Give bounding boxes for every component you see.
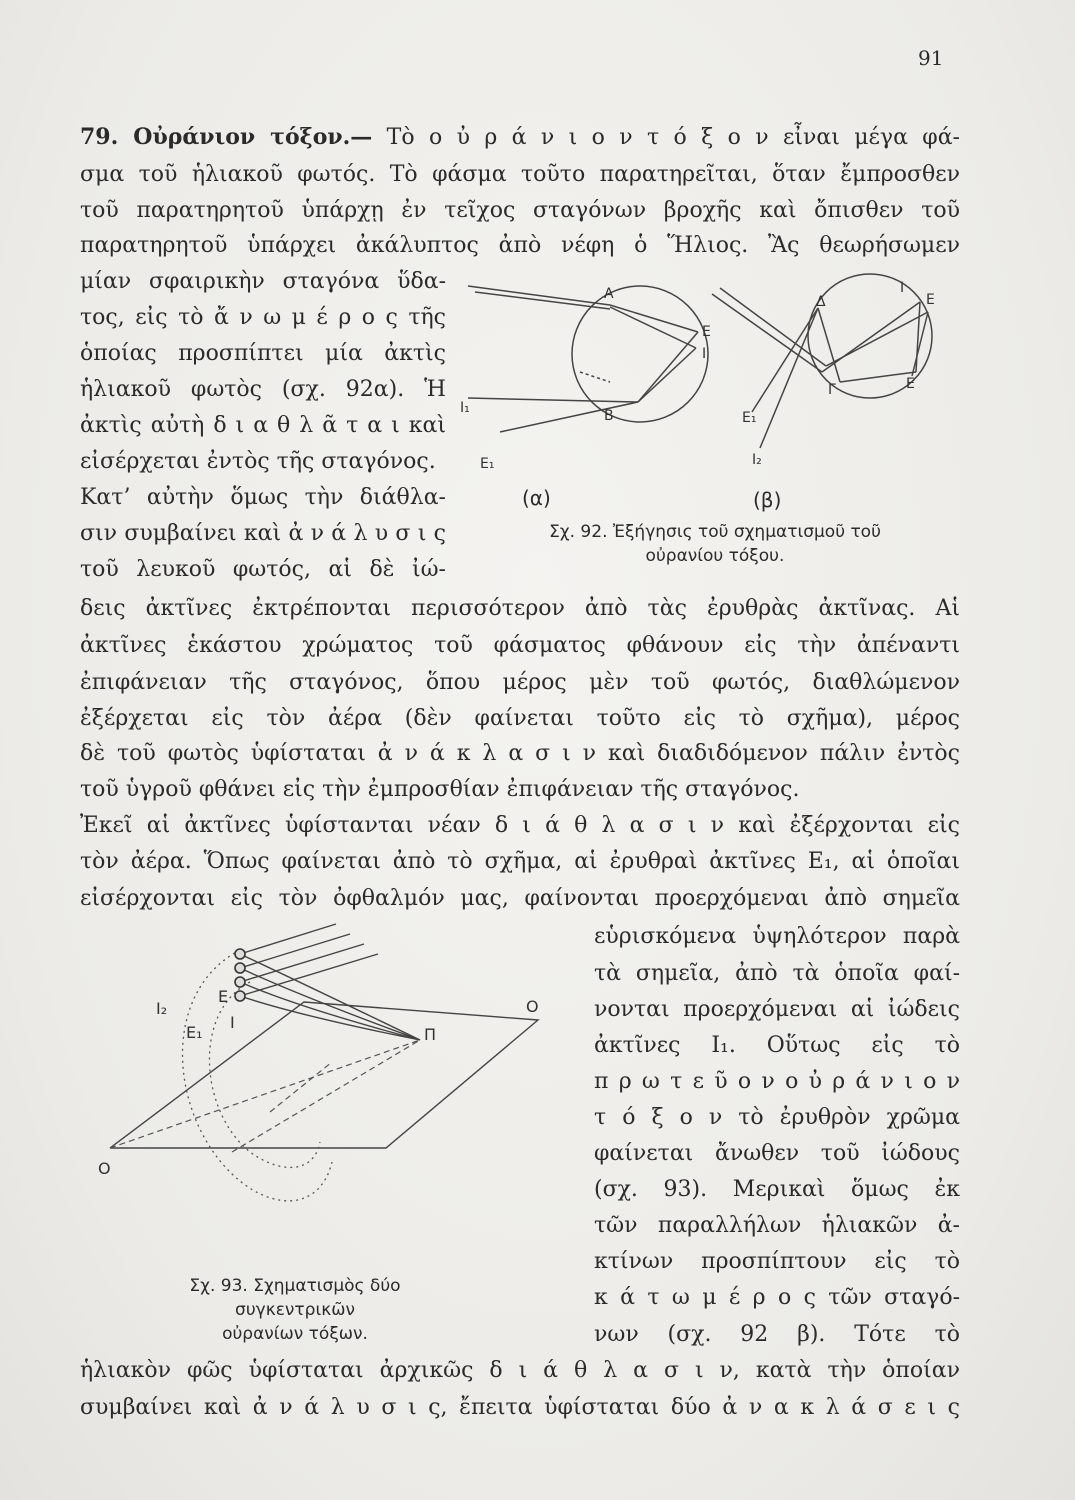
text-line: τῶν παραλλήλων ἡλιακῶν ἀ- xyxy=(594,1213,960,1238)
point-label: Π xyxy=(424,1025,437,1044)
text-line: νονται προερχόμεναι αἱ ἰώδεις xyxy=(594,997,960,1022)
text-line: τὰ σημεῖα, ἀπὸ τὰ ὁποῖα φαί- xyxy=(594,961,960,986)
text-line: σιν συμβαίνει καὶ ἀ ν ά λ υ σ ι ς xyxy=(80,521,446,546)
figure-92-caption xyxy=(470,520,960,568)
text-line: τ ό ξ ο ν τὸ ἐρυθρὸν χρῶμα xyxy=(594,1105,960,1130)
text-line: ἡλιακοῦ φωτὸς (σχ. 92α). Ἡ xyxy=(80,377,446,402)
text-line: εὑρισκόμενα ὑψηλότερον παρὰ xyxy=(594,924,960,949)
text-line: κτίνων προσπίπτουν εἰς τὸ xyxy=(594,1249,960,1274)
point-label: Ε₁ xyxy=(480,456,495,472)
text-line: ἀκτῖνες Ι₁. Οὕτως εἰς τὸ xyxy=(594,1033,960,1058)
figure-93-diagram xyxy=(100,912,580,1272)
point-label: Ι xyxy=(702,346,707,362)
text-line: τοῦ λευκοῦ φωτός, αἱ δὲ ἰώ- xyxy=(80,557,446,582)
text-line: παρατηρητοῦ ὑπάρχει ἀκάλυπτος ἀπὸ νέφη ὁ Ἥλιος. Ἂς θεωρήσωμεν xyxy=(80,233,960,258)
caption-line: οὐρανίων τόξων. xyxy=(222,1324,368,1344)
figure-93-caption xyxy=(130,1274,460,1346)
caption-line: Σχ. 92. Ἐξήγησις τοῦ σχηματισμοῦ τοῦ xyxy=(549,522,881,542)
text-line: ἐξέρχεται εἰς τὸν ἀέρα (δὲν φαίνεται τοῦτο εἰς τὸ σχῆμα), μέρος xyxy=(80,706,960,731)
text-line: (σχ. 93). Μερικαὶ ὅμως ἐκ xyxy=(594,1177,960,1202)
text-line: τος, εἰς τὸ ἄ ν ω μ έ ρ ο ς τῆς xyxy=(80,305,446,330)
point-label: Ο xyxy=(98,1159,111,1178)
caption-line: Σχ. 93. Σχηματισμὸς δύο συγκεντρικῶν xyxy=(189,1276,401,1320)
page-number: 91 xyxy=(918,46,944,70)
droplets xyxy=(235,949,245,1001)
point-label: Δ xyxy=(816,294,826,310)
cone-lines xyxy=(110,1040,420,1152)
text-line: τοῦ παρατηρητοῦ ὑπάρχῃ ἐν τεῖχος σταγόνων βροχῆς καὶ ὄπισθεν τοῦ xyxy=(80,198,960,223)
text-line: Ἐκεῖ αἱ ἀκτῖνες ὑφίστανται νέαν δ ι ά θ λ α σ ι ν καὶ ἐξέρχονται εἰς xyxy=(80,813,960,838)
figure-92-label-a: (α) xyxy=(522,486,551,510)
point-label: Ε₁ xyxy=(742,410,757,426)
ground-plane xyxy=(110,1002,538,1148)
text-line: ἐπιφάνειαν τῆς σταγόνος, ὅπου μέρος μὲν τοῦ φωτός, διαθλώμενον xyxy=(80,670,960,695)
text-line: ὁποίας προσπίπτει μία ἀκτὶς xyxy=(80,341,446,366)
text-line: δὲ τοῦ φωτὸς ὑφίσταται ἀ ν ά κ λ α σ ι ν καὶ διαδιδόμενον πάλιν ἐντὸς xyxy=(80,741,960,766)
point-label: Ι₁ xyxy=(460,400,470,416)
heading-continuation: Τὸ ο ὐ ρ ά ν ι ο ν τ ό ξ ο ν εἶναι μέγα φά- xyxy=(386,125,960,150)
droplet-a xyxy=(468,286,708,432)
point-label: Γ xyxy=(828,382,836,398)
text-line: τοῦ ὑγροῦ φθάνει εἰς τὴν ἐμπροσθίαν ἐπιφάνειαν τῆς σταγόνος. xyxy=(80,777,800,802)
caption-line: οὐρανίου τόξου. xyxy=(645,546,785,566)
point-label: Ο xyxy=(526,997,539,1016)
text-line: εἰσέρχεται ἐντὸς τῆς σταγόνος. xyxy=(80,449,436,474)
point-label: Ε xyxy=(702,324,711,340)
point-label: Ε xyxy=(926,292,935,308)
sun-rays xyxy=(240,924,420,1040)
point-label: Ι xyxy=(900,280,905,296)
text-line: Κατ’ αὐτὴν ὅμως τὴν διάθλα- xyxy=(80,485,446,510)
text-line: ἀκτὶς αὐτὴ δ ι α θ λ ᾶ τ α ι καὶ xyxy=(80,413,446,438)
text-line: φαίνεται ἄνωθεν τοῦ ἰώδους xyxy=(594,1141,960,1166)
section-heading: 79. Οὐράνιον τόξον.— xyxy=(80,124,373,150)
text-line: δεις ἀκτῖνες ἐκτρέπονται περισσότερον ἀπὸ τὰς ἐρυθρὰς ἀκτῖνας. Αἱ xyxy=(80,596,960,621)
text-line: εἰσέρχονται εἰς τὸν ὀφθαλμόν μας, φαίνονται προερχόμεναι ἀπὸ σημεῖα xyxy=(80,886,960,911)
text-line: ἀκτῖνες ἑκάστου χρώματος τοῦ φάσματος φθάνουν εἰς τὴν ἀπέναντι xyxy=(80,633,960,658)
figure-92-diagram xyxy=(460,272,960,472)
point-label: Ε₁ xyxy=(186,1023,203,1042)
point-label: Β xyxy=(604,408,614,424)
figure-92-label-b: (β) xyxy=(753,488,782,512)
text-line: ἡλιακὸν φῶς ὑφίσταται ἀρχικῶς δ ι ά θ λ α σ ι ν, κατὰ τὴν ὁποίαν xyxy=(80,1358,960,1383)
text-line xyxy=(80,124,960,151)
text-line: τὸν ἀέρα. Ὅπως φαίνεται ἀπὸ τὸ σχῆμα, αἱ ἐρυθραὶ ἀκτῖνες Ε₁, αἱ ὁποῖαι xyxy=(80,849,960,874)
text-line: π ρ ω τ ε ῦ ο ν ο ὐ ρ ά ν ι ο ν xyxy=(594,1069,960,1094)
point-label: Α xyxy=(604,286,614,302)
text-line: κ ά τ ω μ έ ρ ο ς τῶν σταγό- xyxy=(594,1285,960,1310)
text-line: συμβαίνει καὶ ἀ ν ά λ υ σ ι ς, ἔπειτα ὑφίσταται δύο ἀ ν α κ λ ά σ ε ι ς xyxy=(80,1395,960,1420)
point-label: Ι₂ xyxy=(752,452,762,468)
point-label: Ι xyxy=(230,1013,235,1032)
point-label: Ε xyxy=(906,376,915,392)
point-label: Ι₂ xyxy=(156,999,168,1018)
text-line: νων (σχ. 92 β). Τότε τὸ xyxy=(594,1322,960,1347)
text-line: μίαν σφαιρικὴν σταγόνα ὕδα- xyxy=(80,269,446,294)
text-line: σμα τοῦ ἡλιακοῦ φωτός. Τὸ φάσμα τοῦτο παρατηρεῖται, ὅταν ἔμπροσθεν xyxy=(80,162,960,187)
point-label: Ε xyxy=(218,987,229,1006)
